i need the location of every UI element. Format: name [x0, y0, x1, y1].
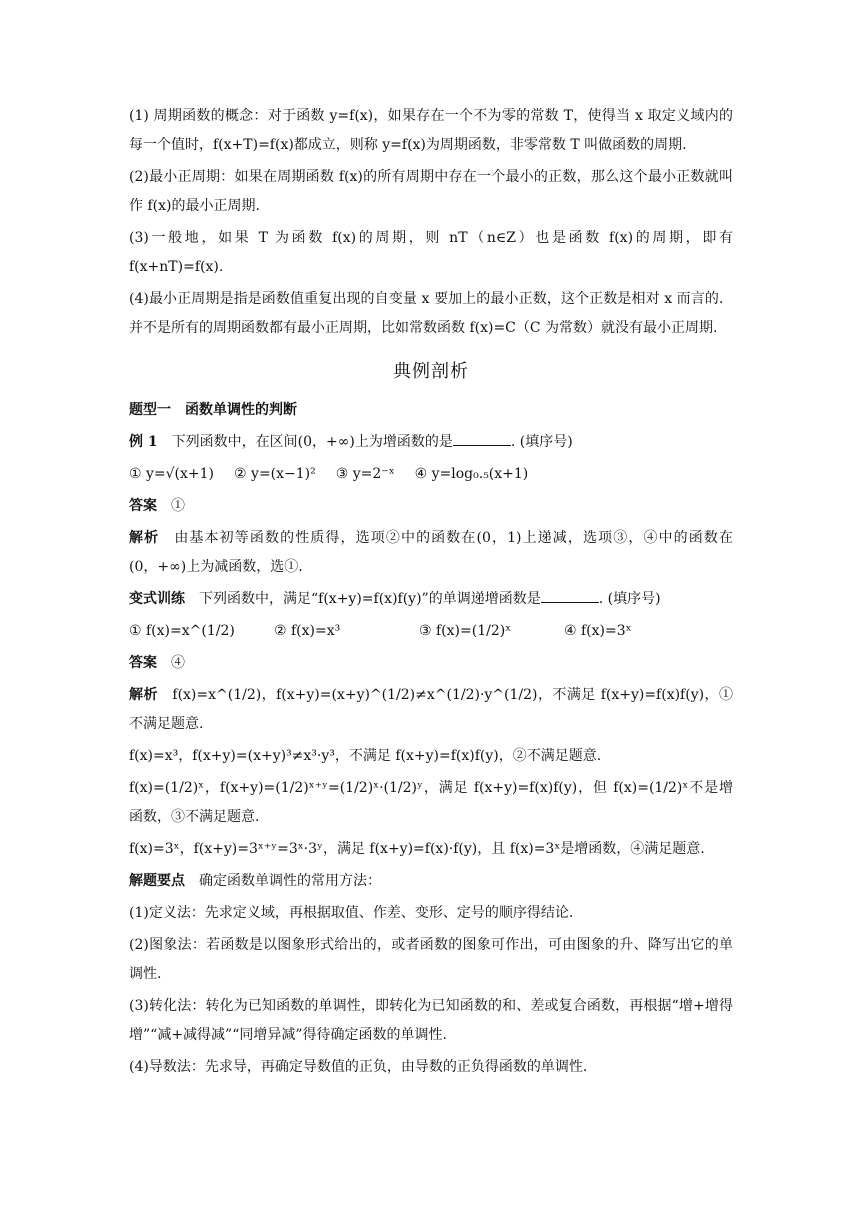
answer-blank [453, 430, 511, 446]
example-1-options [129, 460, 733, 489]
example-1-text: 下列函数中，在区间(0，+∞)上为增函数的是 [157, 434, 453, 450]
intro-paragraph-3: (3)一般地，如果 T 为函数 f(x)的周期，则 nT（n∈Z）也是函数 f(x)的周期，即有 f(x+nT)=f(x). [129, 230, 733, 275]
answer-label: 答案 [129, 498, 157, 514]
variant-options [129, 617, 733, 646]
variant-analysis-label: 解析 [129, 687, 158, 703]
example-1-suffix: . (填序号) [510, 434, 573, 450]
analysis-text: 由基本初等函数的性质得，选项②中的函数在(0，1)上递减，选项③，④中的函数在(0，+∞)上为减函数，选①. [129, 530, 733, 575]
answer-value: ① [157, 498, 185, 514]
key-points-intro-text: 确定函数单调性的常用方法： [185, 873, 381, 889]
example-1-label: 例 1 [129, 434, 158, 450]
variant-analysis-line-4: f(x)=3ˣ，f(x+y)=3ˣ⁺ʸ=3ˣ·3ʸ，满足 f(x+y)=f(x)·f(y)，且 f(x)=3ˣ是增函数，④满足题意. [129, 841, 705, 857]
variant-analysis-line-1 [129, 681, 733, 739]
variant-analysis-line-2: f(x)=x³，f(x+y)=(x+y)³≠x³·y³，不满足 f(x+y)=f(x)f(y)，②不满足题意. [129, 748, 602, 764]
option-2: ② y=(x−1)² [234, 466, 316, 482]
variant-option-1: ① f(x)=x^(1/2) [129, 623, 235, 639]
example-1-question [129, 428, 733, 457]
option-4: ④ y=log₀.₅(x+1) [414, 466, 529, 482]
key-points-label: 解题要点 [129, 873, 185, 889]
variant-option-2: ② f(x)=x³ [274, 623, 341, 639]
variant-label: 变式训练 [129, 591, 185, 607]
key-point-2: (2)图象法：若函数是以图象形式给出的，或者函数的图象可作出，可由图象的升、降写出它的单调性. [129, 937, 733, 982]
example-1-answer [129, 492, 733, 521]
variant-option-4: ④ f(x)=3ˣ [564, 623, 632, 639]
intro-paragraph-4: (4)最小正周期是指是函数值重复出现的自变量 x 要加上的最小正数，这个正数是相对 x 而言的．并不是所有的周期函数都有最小正周期，比如常数函数 f(x)=C（C 为常数）就没有最小正周期. [129, 291, 733, 336]
intro-paragraph-1: (1) 周期函数的概念：对于函数 y=f(x)，如果存在一个不为零的常数 T，使得当 x 取定义域内的每一个值时，f(x+T)=f(x)都成立，则称 y=f(x)为周期函数，非零常数 T 叫做函数的周期. [129, 108, 733, 153]
analysis-label: 解析 [129, 530, 160, 546]
variant-answer [129, 649, 733, 678]
variant-question [129, 585, 733, 614]
option-1: ① y=√(x+1) [129, 466, 215, 482]
variant-analysis-text-1: f(x)=x^(1/2)，f(x+y)=(x+y)^(1/2)≠x^(1/2)·y^(1/2)，不满足 f(x+y)=f(x)f(y)，①不满足题意. [129, 687, 733, 732]
example-1-analysis [129, 524, 733, 582]
key-point-1: (1)定义法：先求定义域，再根据取值、作差、变形、定号的顺序得结论. [129, 905, 574, 921]
key-points-intro [129, 867, 733, 896]
topic-heading: 题型一 函数单调性的判断 [129, 402, 297, 418]
option-3: ③ y=2⁻ˣ [335, 466, 395, 482]
intro-paragraph-2: (2)最小正周期：如果在周期函数 f(x)的所有周期中存在一个最小的正数，那么这个最小正数就叫作 f(x)的最小正周期. [129, 169, 733, 214]
variant-answer-blank [541, 587, 599, 603]
variant-suffix: . (填序号) [598, 591, 661, 607]
variant-option-3: ③ f(x)=(1/2)ˣ [419, 623, 512, 639]
variant-answer-value: ④ [157, 655, 185, 671]
key-point-3: (3)转化法：转化为已知函数的单调性，即转化为已知函数的和、差或复合函数，再根据“增+增得增”“减+减得减”“同增异减”得待确定函数的单调性. [129, 998, 733, 1043]
variant-analysis-line-3: f(x)=(1/2)ˣ，f(x+y)=(1/2)ˣ⁺ʸ=(1/2)ˣ·(1/2)ʸ，满足 f(x+y)=f(x)f(y)，但 f(x)=(1/2)ˣ不是增函数，③不满足题意. [129, 780, 733, 825]
key-point-4: (4)导数法：先求导，再确定导数值的正负，由导数的正负得函数的单调性. [129, 1059, 588, 1075]
document-body [129, 102, 733, 1085]
section-title: 典例剖析 [393, 361, 469, 382]
variant-answer-label: 答案 [129, 655, 157, 671]
variant-text: 下列函数中，满足“f(x+y)=f(x)f(y)”的单调递增函数是 [185, 591, 541, 607]
